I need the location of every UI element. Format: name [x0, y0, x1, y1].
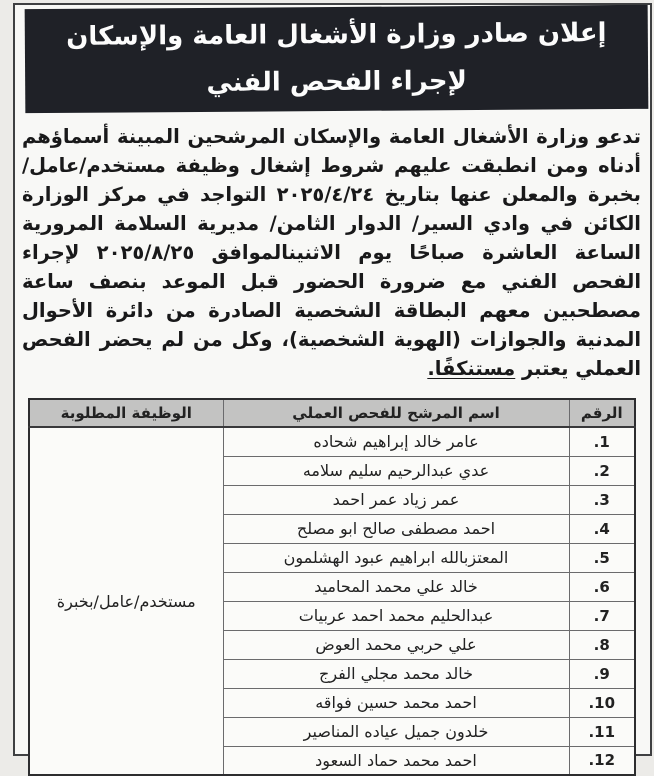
row-number-cell: 2. — [569, 456, 635, 485]
row-number-cell: 6. — [569, 572, 635, 601]
paragraph-main-text: تدعو وزارة الأشغال العامة والإسكان المرشحين المبينة أسماؤهم أدناه ومن انطبقت عليهم شروط إشغال وظيفة مستخدم/عامل/ بخبرة والمعلن عنها بتاريخ ٢٠٢٥/٤/٢٤ التواجد في مركز الوزارة الكائن في وادي السير/ الدوار الثامن/ مديرية السلامة المرورية الساعة العاشرة صباحًا يوم الاثنينالموافق ٢٠٢٥/٨/٢٥ لإجراء الفحص الفني مع ضرورة الحضور قبل الموعد بنصف ساعة مصطحبين معهم البطاقة الشخصية الصادرة من دائرة الأحوال المدنية والجوازات (الهوية الشخصية)، وكل من لم يحضر الفحص العملي يعتبر — [22, 125, 641, 380]
table-header-row — [29, 399, 635, 427]
row-number-cell: 4. — [569, 514, 635, 543]
candidates-table-body — [29, 427, 635, 775]
row-number-cell: 1. — [569, 427, 635, 456]
row-number-cell: 8. — [569, 630, 635, 659]
announcement-title-box — [25, 5, 649, 113]
candidate-name-cell: عامر خالد إبراهيم شحاده — [223, 427, 569, 456]
announcement-body-paragraph — [15, 111, 650, 383]
row-number-cell: 7. — [569, 601, 635, 630]
row-number-cell: 9. — [569, 659, 635, 688]
header-cell-number: الرقم — [569, 399, 635, 427]
title-line-1: إعلان صادر وزارة الأشغال العامة والإسكان — [66, 18, 607, 52]
paragraph-underlined-word: مستنكفًا. — [427, 357, 516, 380]
title-line-2: لإجراء الفحص الفني — [206, 66, 468, 98]
required-job-merged-cell: مستخدم/عامل/بخبرة — [29, 427, 223, 775]
announcement-clipping — [13, 3, 652, 770]
row-number-cell: 5. — [569, 543, 635, 572]
candidate-name-cell: احمد محمد حماد السعود — [223, 746, 569, 775]
candidate-name-cell: احمد مصطفى صالح ابو مصلح — [223, 514, 569, 543]
row-number-cell: 3. — [569, 485, 635, 514]
candidate-name-cell: خلدون جميل عياده المناصير — [223, 717, 569, 746]
row-number-cell: 12. — [569, 746, 635, 775]
candidate-name-cell: عدي عبدالرحيم سليم سلامه — [223, 456, 569, 485]
header-cell-job: الوظيفة المطلوبة — [29, 399, 223, 427]
candidate-name-cell: علي حربي محمد العوض — [223, 630, 569, 659]
candidate-name-cell: عمر زياد عمر احمد — [223, 485, 569, 514]
candidate-name-cell: المعتزبالله ابراهيم عبود الهشلمون — [223, 543, 569, 572]
row-number-cell: 10. — [569, 688, 635, 717]
header-cell-name: اسم المرشح للفحص العملي — [223, 399, 569, 427]
candidates-table — [28, 398, 636, 776]
candidate-name-cell: خالد محمد مجلي الفرج — [223, 659, 569, 688]
table-row — [29, 427, 635, 456]
candidate-name-cell: احمد محمد حسين فواقه — [223, 688, 569, 717]
row-number-cell: 11. — [569, 717, 635, 746]
candidate-name-cell: عبدالحليم محمد احمد عربيات — [223, 601, 569, 630]
candidates-table-header — [29, 399, 635, 427]
candidate-name-cell: خالد علي محمد المحاميد — [223, 572, 569, 601]
